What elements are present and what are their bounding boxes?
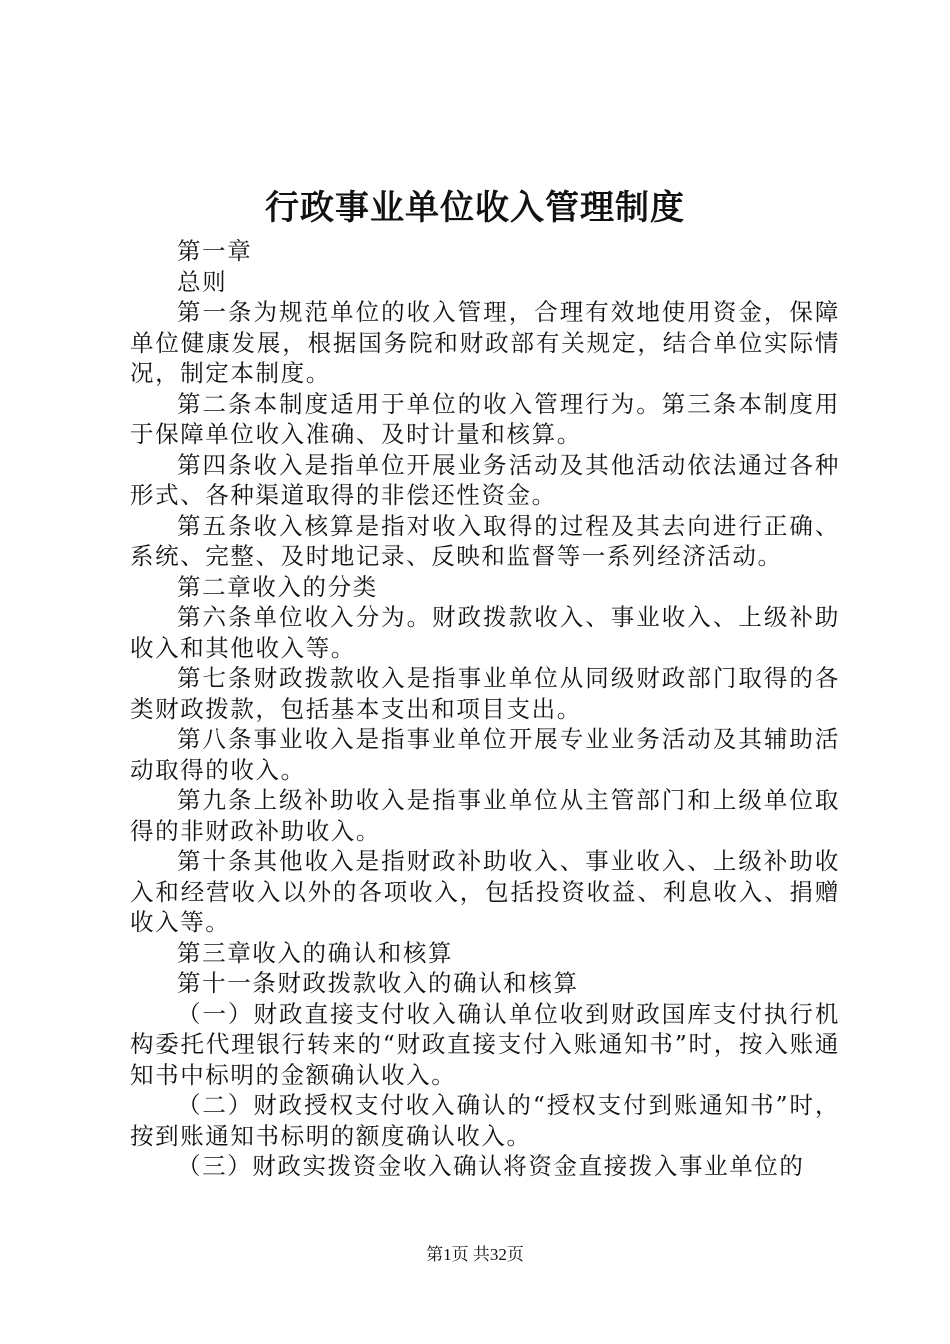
chapter-heading: 第一章: [177, 237, 253, 265]
chapter-heading: 第三章收入的确认和核算: [177, 938, 454, 967]
page-number: 第1页 共32页: [426, 1245, 524, 1264]
article-paragraph: 第七条财政拨款收入是指事业单位从同级财政部门取得的各类财政拨款，包括基本支出和项目支出。: [130, 664, 840, 723]
article-paragraph: 第二条本制度适用于单位的收入管理行为。第三条本制度用于保障单位收入准确、及时计量和核算。: [130, 389, 840, 448]
article-paragraph: 第五条收入核算是指对收入取得的过程及其去向进行正确、系统、完整、及时地记录、反映和监督等一系列经济活动。: [130, 511, 840, 570]
clause-paragraph: （一）财政直接支付收入确认单位收到财政国库支付执行机构委托代理银行转来的“财政直接支付入账通知书”时，按入账通知书中标明的金额确认收入。: [130, 999, 840, 1089]
clause-paragraph: （二）财政授权支付收入确认的“授权支付到账通知书”时，按到账通知书标明的额度确认收入。: [130, 1091, 840, 1150]
document-body: [130, 236, 840, 1182]
article-paragraph: 第六条单位收入分为。财政拨款收入、事业收入、上级补助收入和其他收入等。: [130, 603, 840, 662]
article-paragraph: 第一条为规范单位的收入管理，合理有效地使用资金，保障单位健康发展，根据国务院和财政部有关规定，结合单位实际情况，制定本制度。: [130, 298, 840, 387]
article-paragraph: 第十一条财政拨款收入的确认和核算: [177, 969, 579, 997]
article-paragraph: 第九条上级补助收入是指事业单位从主管部门和上级单位取得的非财政补助收入。: [130, 786, 840, 845]
article-paragraph: 第十条其他收入是指财政补助收入、事业收入、上级补助收入和经营收入以外的各项收入，包括投资收益、利息收入、捐赠收入等。: [130, 847, 840, 936]
page-footer: [0, 1244, 950, 1266]
article-paragraph: 第八条事业收入是指事业单位开展专业业务活动及其辅助活动取得的收入。: [130, 725, 840, 784]
article-paragraph: 第四条收入是指单位开展业务活动及其他活动依法通过各种形式、各种渠道取得的非偿还性资金。: [130, 450, 840, 509]
document-title: 行政事业单位收入管理制度: [265, 188, 685, 228]
section-heading: 总则: [177, 267, 228, 296]
chapter-heading: 第二章收入的分类: [177, 572, 378, 601]
clause-paragraph: （三）财政实拨资金收入确认将资金直接拨入事业单位的: [177, 1152, 805, 1180]
